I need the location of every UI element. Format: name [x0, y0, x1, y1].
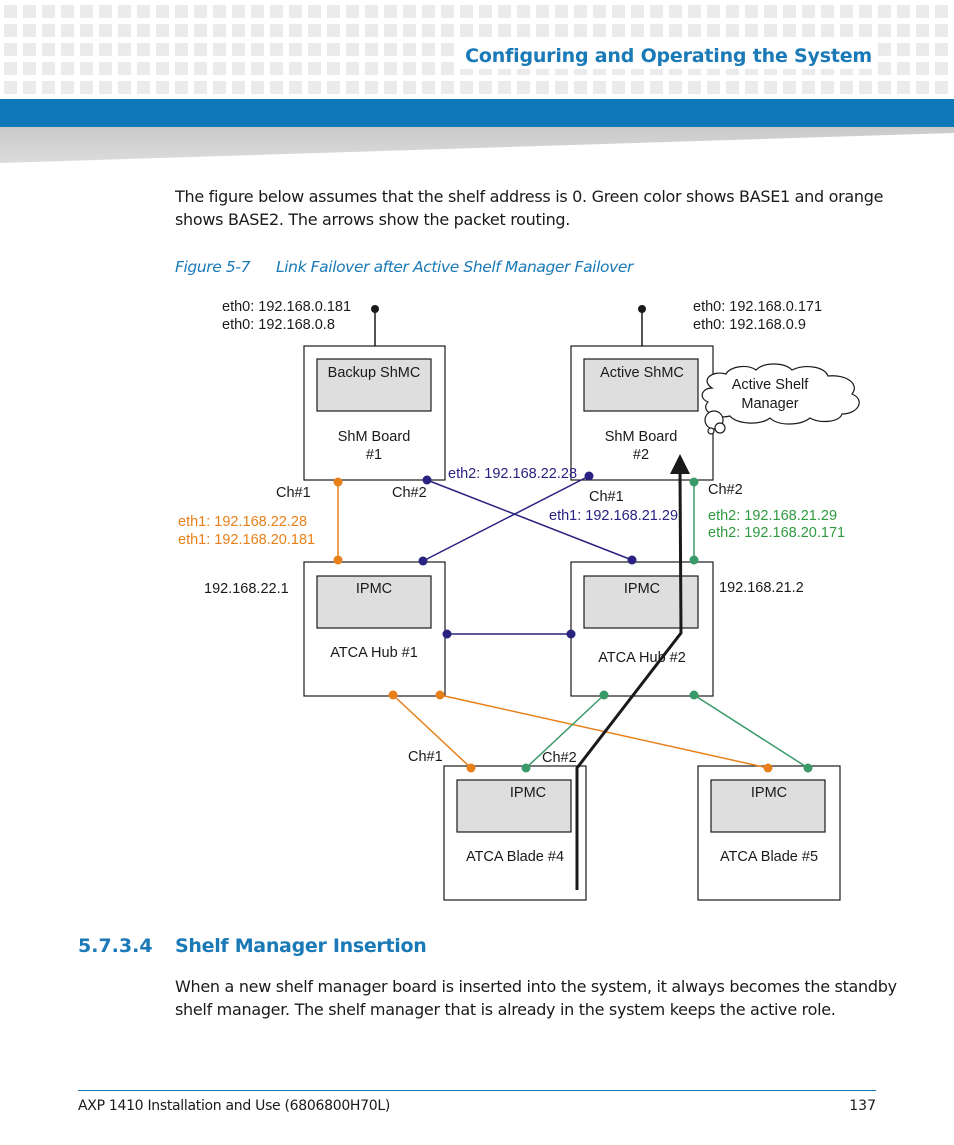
label-eth2-green-a: eth2: 192.168.21.29 — [708, 508, 838, 524]
label-ch1-shm1: Ch#1 — [276, 485, 311, 501]
footer-document-title: AXP 1410 Installation and Use (6806800H70L) — [78, 1098, 391, 1114]
body-line-2: shelf manager. The shelf manager that is already in the system keeps the active role. — [175, 1000, 836, 1019]
running-header-title: Configuring and Operating the System — [455, 43, 872, 69]
node-orange-blade5 — [764, 764, 773, 773]
label-shm-board1-b: #1 — [365, 447, 383, 463]
footer-rule — [78, 1090, 876, 1091]
label-left-eth0-a: eth0: 192.168.0.181 — [222, 299, 352, 315]
label-backup-shmc: Backup ShMC — [327, 365, 421, 381]
label-ch1-blade: Ch#1 — [408, 749, 443, 765]
label-hub1-ipmc: IPMC — [355, 581, 393, 597]
label-cloud-b: Manager — [741, 396, 799, 412]
uplink-node-right — [638, 305, 646, 313]
footer-page-number: 137 — [849, 1098, 876, 1114]
label-eth2-navy: eth2: 192.168.22.28 — [448, 466, 578, 482]
node-navy-hub2-left — [567, 630, 576, 639]
node-green-hub2-br — [690, 691, 699, 700]
intro-line-1: The figure below assumes that the shelf address is 0. Green color shows BASE1 and orange — [175, 187, 884, 206]
label-blade4-ipmc: IPMC — [509, 785, 547, 801]
node-green-shm2 — [690, 478, 699, 487]
figure-caption: Link Failover after Active Shelf Manager Failover — [276, 258, 633, 276]
section-title: Shelf Manager Insertion — [175, 935, 427, 957]
node-orange-hub1-top — [334, 556, 343, 565]
section-number: 5.7.3.4 — [78, 935, 153, 957]
label-left-eth0-b: eth0: 192.168.0.8 — [222, 317, 335, 333]
header-blue-bar — [0, 99, 954, 127]
node-green-blade4 — [522, 764, 531, 773]
label-hub2-ip: 192.168.21.2 — [719, 580, 804, 596]
node-navy-hub1-top — [419, 557, 428, 566]
label-ch2-shm1: Ch#2 — [392, 485, 427, 501]
uplink-node-left — [371, 305, 379, 313]
label-hub1-ip: 192.168.22.1 — [204, 581, 289, 597]
label-right-eth0-b: eth0: 192.168.0.9 — [693, 317, 806, 333]
label-shm-board2-b: #2 — [632, 447, 650, 463]
node-navy-shm1 — [423, 476, 432, 485]
failover-diagram — [0, 280, 954, 920]
node-green-blade5 — [804, 764, 813, 773]
node-orange-blade4 — [467, 764, 476, 773]
label-hub2: ATCA Hub #2 — [598, 650, 686, 666]
intro-line-2: shows BASE2. The arrows show the packet routing. — [175, 210, 571, 229]
node-green-hub2-top — [690, 556, 699, 565]
label-ch2-shm2: Ch#2 — [708, 482, 743, 498]
label-ch2-blade: Ch#2 — [542, 750, 577, 766]
label-cloud-a: Active Shelf — [731, 377, 809, 393]
label-hub1: ATCA Hub #1 — [330, 645, 418, 661]
label-blade5: ATCA Blade #5 — [719, 849, 819, 865]
label-active-shmc: Active ShMC — [600, 365, 684, 381]
label-shm-board2-a: ShM Board — [604, 429, 678, 445]
label-blade4: ATCA Blade #4 — [465, 849, 565, 865]
label-eth2-green-b: eth2: 192.168.20.171 — [708, 525, 846, 541]
packet-route-arrow — [577, 472, 681, 890]
node-orange-shm1 — [334, 478, 343, 487]
label-ch1-shm2: Ch#1 — [589, 489, 624, 505]
label-eth1-orange-a: eth1: 192.168.22.28 — [178, 514, 308, 530]
node-navy-shm2 — [585, 472, 594, 481]
label-right-eth0-a: eth0: 192.168.0.171 — [693, 299, 823, 315]
node-navy-hub2-top — [628, 556, 637, 565]
figure-number: Figure 5-7 — [175, 258, 251, 276]
node-orange-hub1-br — [436, 691, 445, 700]
label-shm-board1-a: ShM Board — [337, 429, 411, 445]
node-green-hub2-bl — [600, 691, 609, 700]
body-line-1: When a new shelf manager board is inserted into the system, it always becomes the standby — [175, 977, 897, 996]
label-hub2-ipmc: IPMC — [623, 581, 661, 597]
node-orange-hub1-bl — [389, 691, 398, 700]
label-eth1-orange-b: eth1: 192.168.20.181 — [178, 532, 316, 548]
label-eth1-navy: eth1: 192.168.21.29 — [549, 508, 679, 524]
header-grey-band — [0, 127, 954, 163]
label-blade5-ipmc: IPMC — [750, 785, 788, 801]
packet-route-arrowhead — [670, 454, 690, 474]
node-navy-hub1-right — [443, 630, 452, 639]
